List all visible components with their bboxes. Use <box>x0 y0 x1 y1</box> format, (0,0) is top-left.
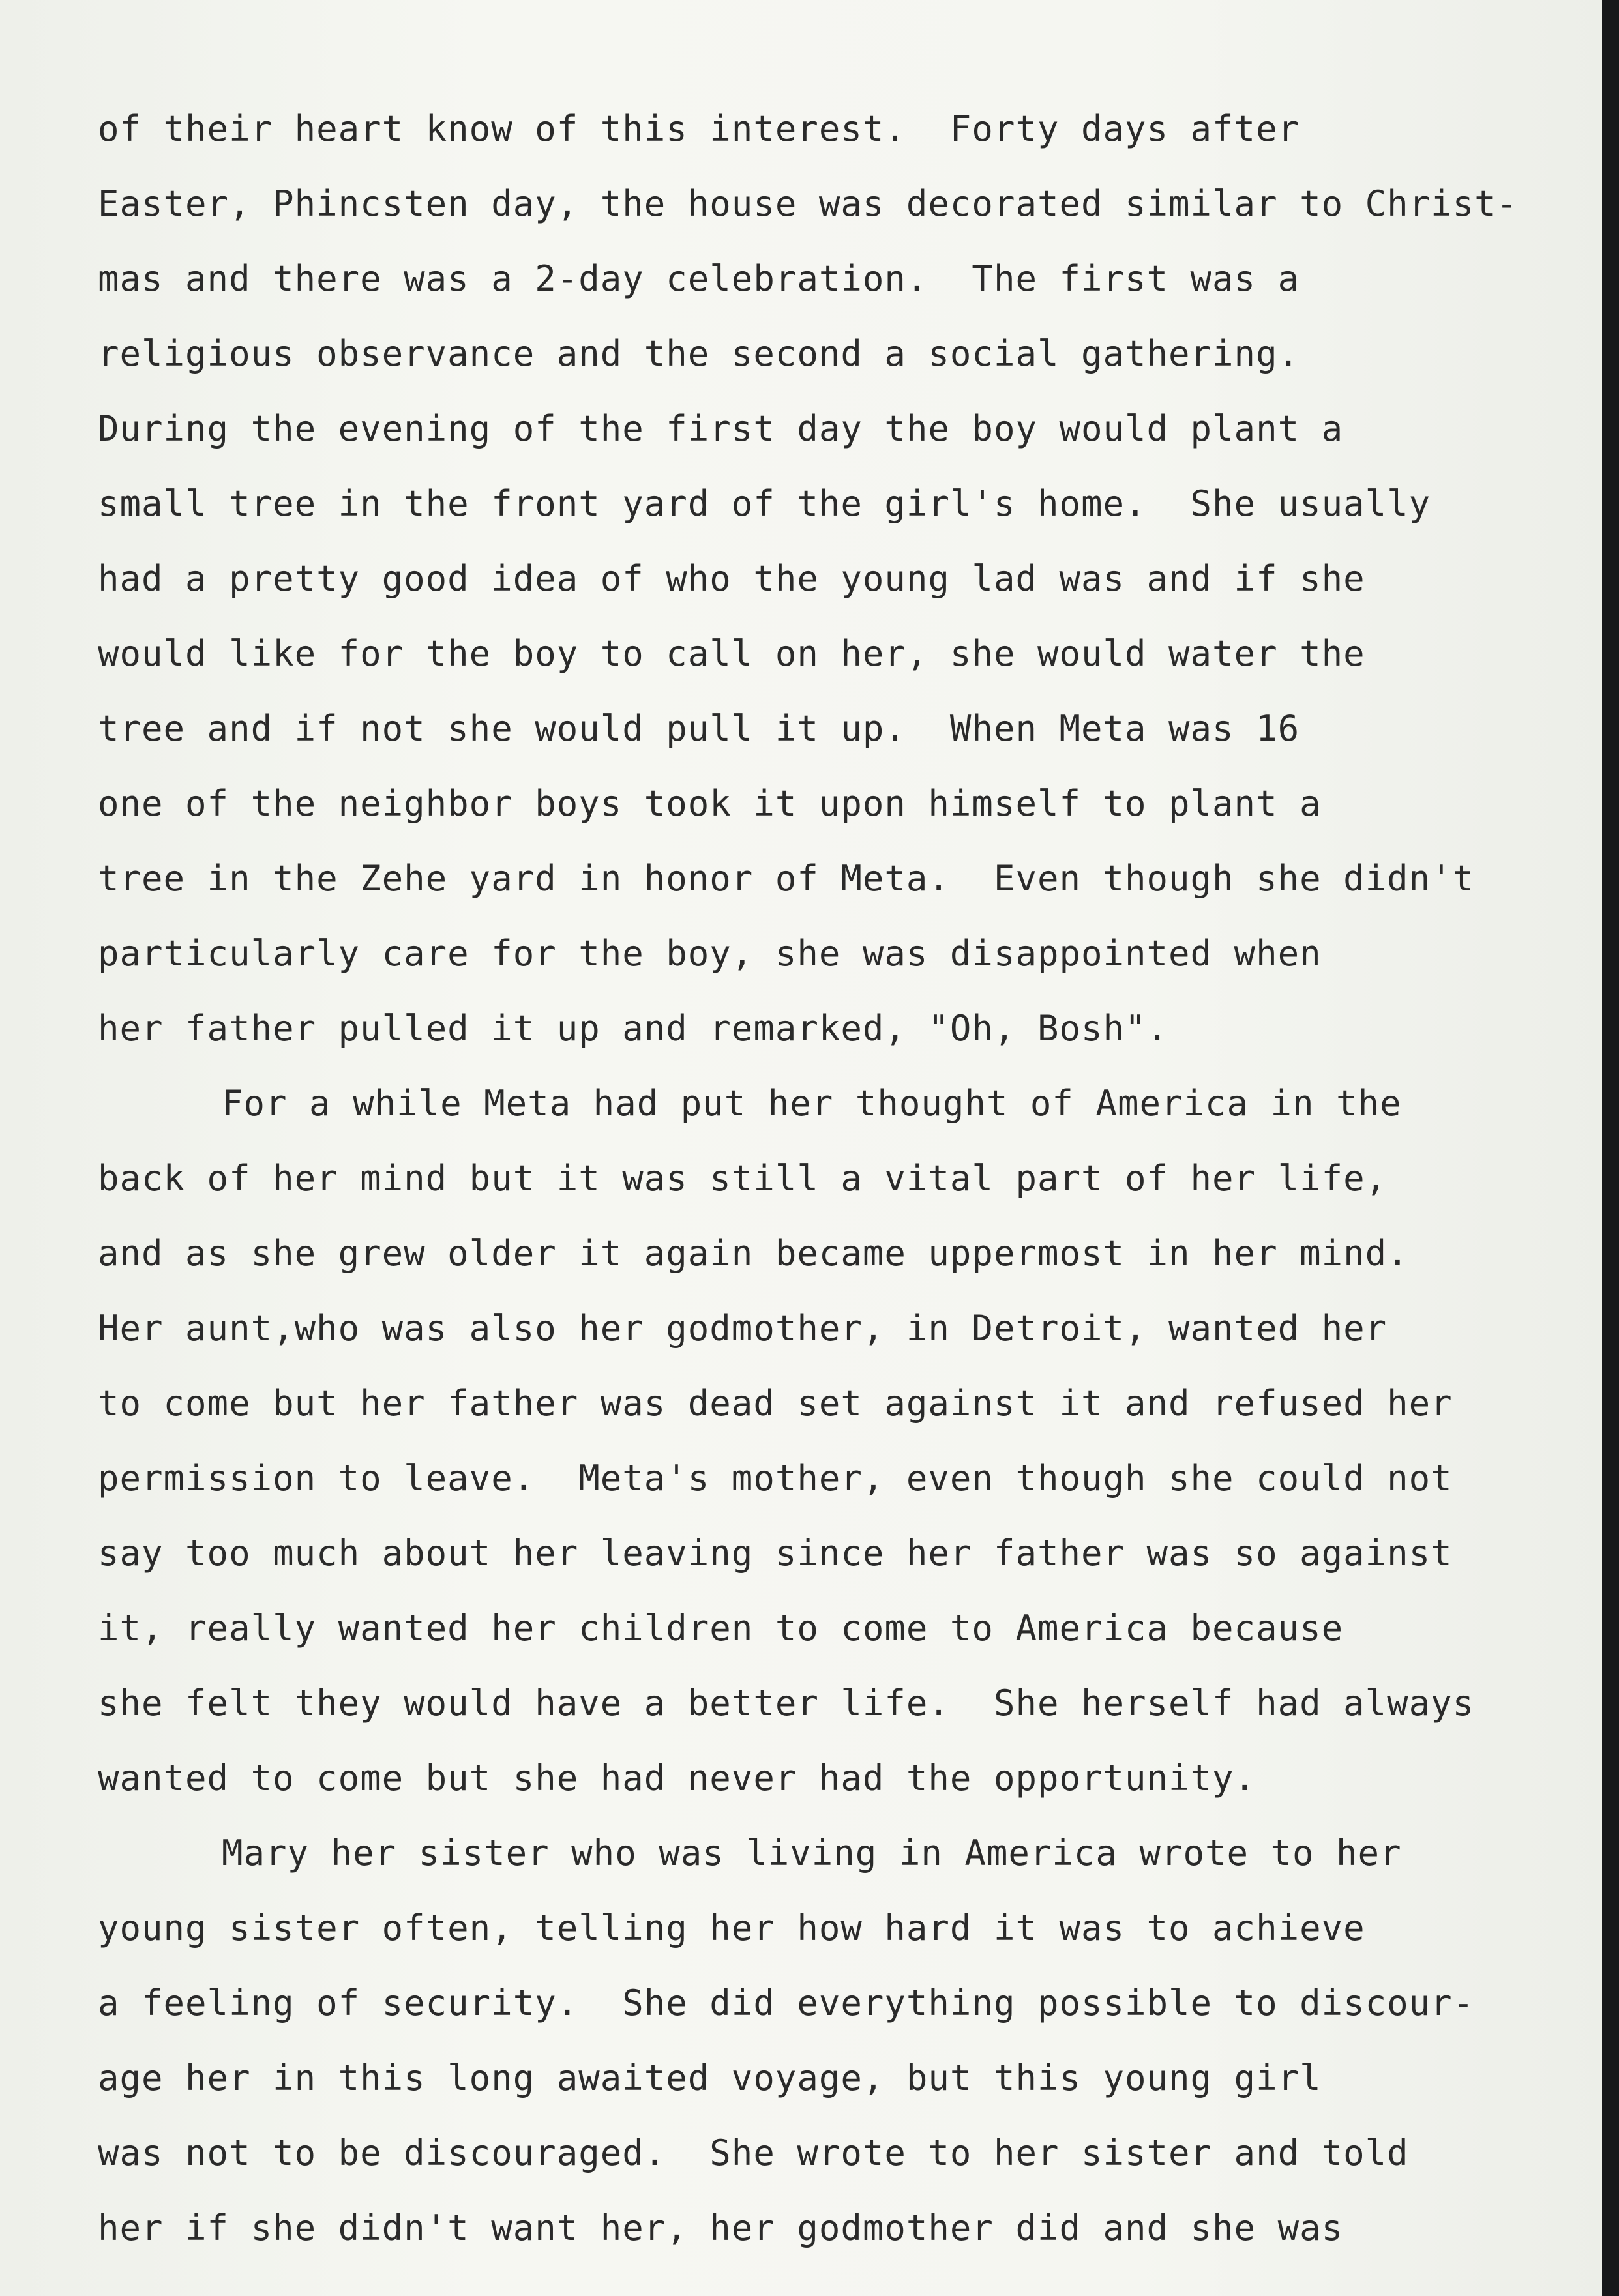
text-line: she felt they would have a better life. She herself had always <box>98 1683 1475 1724</box>
text-line: particularly care for the boy, she was disappointed when <box>98 933 1322 974</box>
text-line: Easter, Phincsten day, the house was decorated similar to Christ- <box>98 183 1519 224</box>
text-line: say too much about her leaving since her father was so against <box>98 1533 1453 1574</box>
text-line: tree and if not she would pull it up. When Meta was 16 <box>98 708 1300 749</box>
text-line: tree in the Zehe yard in honor of Meta. Even though she didn't <box>98 858 1475 899</box>
text-line: small tree in the front yard of the girl's home. She usually <box>98 483 1431 524</box>
text-line: it, really wanted her children to come to America because <box>98 1608 1344 1649</box>
text-line: young sister often, telling her how hard it was to achieve <box>98 1907 1365 1949</box>
text-line: permission to leave. Meta's mother, even though she could not <box>98 1458 1453 1499</box>
text-line: of their heart know of this interest. Forty days after <box>98 108 1300 149</box>
text-line: her father pulled it up and remarked, "Oh, Bosh". <box>98 1008 1169 1049</box>
text-line: back of her mind but it was still a vital part of her life, <box>98 1158 1388 1199</box>
text-line: would like for the boy to call on her, she would water the <box>98 633 1365 674</box>
text-line: one of the neighbor boys took it upon himself to plant a <box>98 783 1322 824</box>
text-line: to come but her father was dead set against it and refused her <box>98 1383 1453 1424</box>
text-line: was not to be discouraged. She wrote to her sister and told <box>98 2132 1409 2173</box>
text-line: age her in this long awaited voyage, but this young girl <box>98 2057 1322 2098</box>
paragraph-first-line: Mary her sister who was living in America wrote to her <box>222 1832 1402 1874</box>
text-line: During the evening of the first day the boy would plant a <box>98 408 1344 449</box>
text-line: mas and there was a 2-day celebration. The first was a <box>98 258 1300 299</box>
paragraph-first-line: For a while Meta had put her thought of America in the <box>222 1083 1402 1124</box>
text-line: had a pretty good idea of who the young lad was and if she <box>98 558 1365 599</box>
typewritten-text-body <box>98 91 1571 2265</box>
text-line: religious observance and the second a social gathering. <box>98 333 1300 374</box>
text-line: a feeling of security. She did everything possible to discour- <box>98 1982 1475 2024</box>
page-edge <box>1602 0 1619 2296</box>
text-line: Her aunt,who was also her godmother, in Detroit, wanted her <box>98 1308 1388 1349</box>
text-line: her if she didn't want her, her godmother did and she was <box>98 2207 1344 2248</box>
text-line: and as she grew older it again became uppermost in her mind. <box>98 1233 1409 1274</box>
text-line: wanted to come but she had never had the opportunity. <box>98 1758 1256 1799</box>
